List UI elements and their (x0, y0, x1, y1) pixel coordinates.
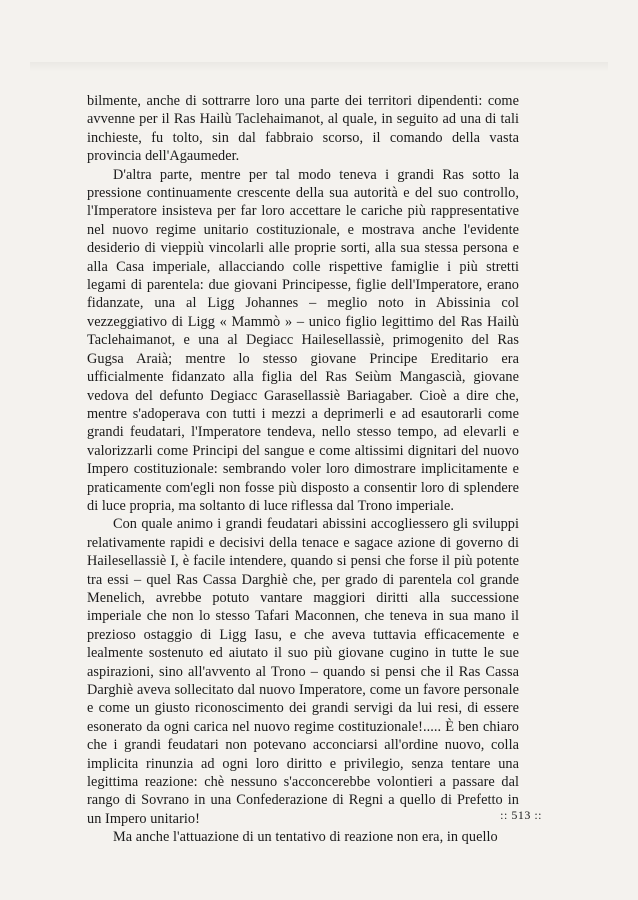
paragraph-2: D'altra parte, mentre per tal modo teneva i grandi Ras sotto la pressione continuamente crescente della sua autorità e del suo controllo, l'Imperatore insisteva per far loro accettare le cariche più rappresentative nel nuovo regime unitario costituzionale, e mostrava anche l'evidente desiderio di vieppiù vincolarli alle proprie sorti, alla sua stessa persona e alla Casa imperiale, allacciando colle rispettive famiglie i più stretti legami di parentela: due giovani Principesse, figlie dell'Imperatore, erano fidanzate, una al Ligg Johannes – meglio noto in Abissinia col vezzeggiativo di Ligg « Mammò » – unico figlio legittimo del Ras Hailù Taclehaimanot, e una al Degiacc Hailesellassiè, primogenito del Ras Gugsa Araià; mentre lo stesso giovane Principe Ereditario era ufficialmente fidanzato alla figlia del Ras Seiùm Mangascià, giovane vedova del defunto Degiacc Garasellassiè Bariagaber. Cioè a dire che, mentre s'adoperava con tutti i mezzi a deprimerli e ad esautorarli come grandi feudatari, l'Imperatore tendeva, nello stesso tempo, ad elevarli e valorizzarli come Principi del sangue e come altissimi dignitari del nuovo Impero costituzionale: sembrando voler loro dimostrare implicitamente e praticamente com'egli non fosse più disposto a consentir loro di splendere di luce propria, ma soltanto di luce riflessa dal Trono imperiale. (87, 166, 519, 514)
body-text (87, 92, 519, 847)
page-shadow-strip (30, 62, 608, 72)
page-number: :: 513 :: (500, 808, 542, 822)
paragraph-3: Con quale animo i grandi feudatari abissini accogliessero gli sviluppi relativamente rapidi e decisivi della tenace e sagace azione di governo di Hailesellassiè I, è facile intendere, quando si pensi che forse il più potente tra essi – quel Ras Cassa Darghiè che, per grado di parentela col grande Menelich, avrebbe potuto vantare maggiori diritti alla successione imperiale che non lo stesso Tafari Maconnen, che teneva in sua mano il prezioso ostaggio di Ligg Iasu, e che aveva tuttavia efficacemente e lealmente sostenuto ed aiutato il suo più giovane cugino in tutte le sue aspirazioni, sino all'avvento al Trono – quando si pensi che il Ras Cassa Darghiè aveva sollecitato dal nuovo Imperatore, come un favore personale e come un giusto riconoscimento dei grandi servigi da lui resi, di essere esonerato da ogni carica nel nuovo regime costituzionale!..... È ben chiaro che i grandi feudatari non potevano acconciarsi all'ordine nuovo, colla implicita rinunzia ad ogni loro diritto e privilegio, senza tentare una legittima reazione: chè nessuno s'acconcerebbe volontieri a passare dal rango di Sovrano in una Confederazione di Regni a quello di Prefetto in un Impero unitario! (87, 516, 519, 827)
paragraph-4: Ma anche l'attuazione di un tentativo di reazione non era, in quello (113, 829, 498, 846)
paragraph-1: bilmente, anche di sottrarre loro una parte dei territori dipendenti: come avvenne per il Ras Hailù Taclehaimanot, al quale, in seguito ad una di tali inchieste, fu tolto, sin dal fabbraio scorso, il comando della vasta provincia dell'Agaumeder. (87, 93, 519, 165)
